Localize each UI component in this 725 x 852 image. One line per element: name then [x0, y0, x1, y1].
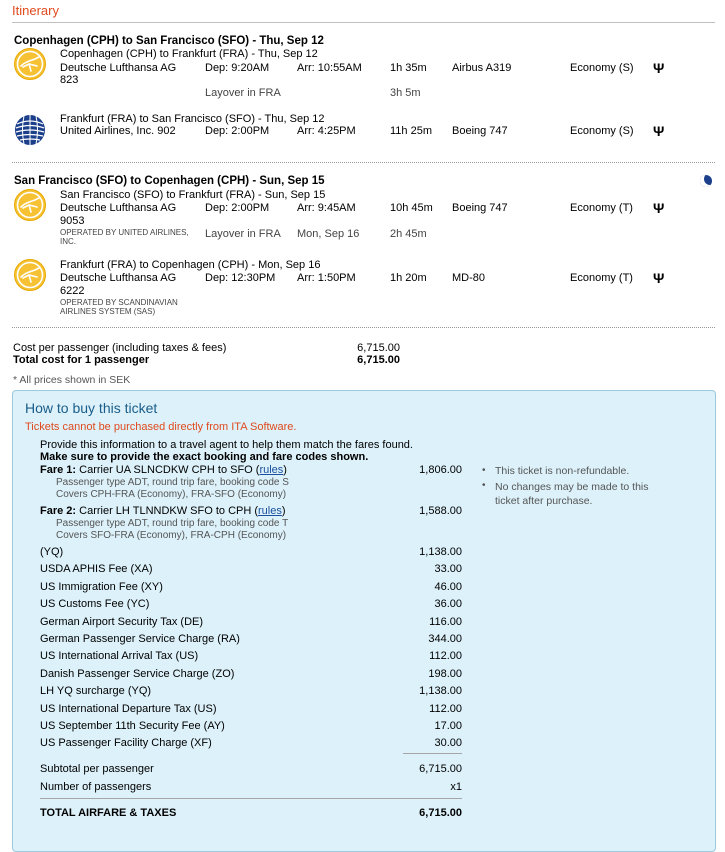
segment-cabin: Economy (S) — [570, 62, 634, 74]
passengers-value: x1 — [450, 781, 462, 793]
segment-duration: 1h 20m — [390, 272, 427, 284]
fee-name: US International Departure Tax (US) — [40, 703, 217, 715]
fee-amount: 112.00 — [429, 703, 462, 715]
segment-flight-number: 823 — [60, 74, 79, 86]
no-changes-note: No changes may be made to this ticket after purchase. — [495, 481, 649, 507]
agent-instructions-bold: Make sure to provide the exact booking and fare codes shown. — [40, 451, 369, 463]
segment-duration: 1h 35m — [390, 62, 427, 74]
fee-name: US September 11th Security Fee (AY) — [40, 720, 225, 732]
note-bullet: • — [482, 465, 486, 476]
lufthansa-logo-icon — [13, 258, 47, 292]
operated-by-text: OPERATED BY UNITED AIRLINES, INC. — [60, 228, 189, 246]
currency-note: * All prices shown in SEK — [13, 374, 131, 386]
total-airfare-value: 6,715.00 — [419, 807, 462, 819]
fee-name: German Airport Security Tax (DE) — [40, 616, 204, 628]
fare-label: Fare 2: — [40, 505, 77, 517]
segment-route: San Francisco (SFO) to Frankfurt (FRA) - Sun, Sep 15 — [60, 189, 326, 201]
segment-cabin: Economy (T) — [570, 272, 633, 284]
meal-icon: Ψ — [653, 123, 665, 139]
note-bullet: • — [482, 480, 486, 491]
fare-amount: 1,806.00 — [419, 464, 462, 476]
subtotal-divider — [403, 753, 462, 754]
segment-departure: Dep: 2:00PM — [205, 202, 270, 214]
lufthansa-logo-icon — [13, 47, 47, 81]
fee-name: LH YQ surcharge (YQ) — [40, 685, 152, 697]
fare-label: Fare 1: — [40, 464, 77, 476]
fare-rules-link[interactable]: rules — [258, 505, 282, 517]
fee-amount: 17.00 — [434, 720, 462, 732]
subtotal-value: 6,715.00 — [419, 763, 462, 775]
trip-title: Copenhagen (CPH) to San Francisco (SFO) - Thu, Sep 12 — [14, 35, 324, 47]
fee-name: US Passenger Facility Charge (XF) — [40, 737, 212, 749]
cost-per-passenger-label: Cost per passenger (including taxes & fees) — [13, 342, 227, 354]
segment-arrival: Arr: 4:25PM — [297, 125, 356, 137]
purchase-warning: Tickets cannot be purchased directly from ITA Software. — [25, 421, 297, 433]
fee-amount: 116.00 — [429, 616, 462, 628]
fare-detail: Passenger type ADT, round trip fare, booking code T — [56, 518, 289, 529]
fare-line — [40, 464, 287, 476]
meal-icon: Ψ — [653, 200, 665, 216]
segment-route: Frankfurt (FRA) to Copenhagen (CPH) - Mon, Sep 16 — [60, 259, 321, 271]
fare-paren-close: ) — [283, 464, 287, 476]
fee-amount: 344.00 — [428, 633, 462, 645]
passengers-label: Number of passengers — [40, 781, 152, 793]
segment-cabin: Economy (S) — [570, 125, 634, 137]
segment-departure: Dep: 12:30PM — [205, 272, 276, 284]
operated-by-text: OPERATED BY SCANDINAVIAN AIRLINES SYSTEM (SAS) — [60, 298, 178, 316]
fee-name: German Passenger Service Charge (RA) — [40, 633, 240, 645]
fee-amount: 36.00 — [434, 598, 462, 610]
meal-icon: Ψ — [653, 60, 665, 76]
layover-text: Layover in FRA — [205, 87, 281, 99]
segment-arrival: Arr: 10:55AM — [297, 62, 362, 74]
fee-name: US International Arrival Tax (US) — [40, 650, 199, 662]
subtotal-label: Subtotal per passenger — [40, 763, 154, 775]
fare-amount: 1,588.00 — [419, 505, 462, 517]
fee-amount: 112.00 — [429, 650, 462, 662]
fee-amount: 198.00 — [428, 668, 462, 680]
segment-carrier: Deutsche Lufthansa AG — [60, 202, 177, 214]
total-divider — [40, 798, 462, 799]
layover-text: Layover in FRA — [205, 228, 281, 240]
fare-coverage: Covers CPH-FRA (Economy), FRA-SFO (Economy) — [56, 489, 287, 500]
segment-cabin: Economy (T) — [570, 202, 633, 214]
layover-duration: 3h 5m — [390, 87, 421, 99]
total-cost-value: 6,715.00 — [357, 354, 400, 366]
segment-flight-number: 6222 — [60, 285, 85, 297]
segment-aircraft: Boeing 747 — [452, 125, 508, 137]
fare-rules-link[interactable]: rules — [259, 464, 284, 476]
segment-duration: 10h 45m — [390, 202, 433, 214]
fare-detail: Passenger type ADT, round trip fare, booking code S — [56, 477, 289, 488]
fee-name: Danish Passenger Service Charge (ZO) — [40, 668, 235, 680]
fee-name: US Customs Fee (YC) — [40, 598, 150, 610]
segment-duration: 11h 25m — [390, 125, 432, 137]
fee-amount: 33.00 — [434, 563, 462, 575]
segment-route: Frankfurt (FRA) to San Francisco (SFO) - Thu, Sep 12 — [60, 113, 325, 125]
segment-route: Copenhagen (CPH) to Frankfurt (FRA) - Thu, Sep 12 — [60, 48, 318, 60]
fee-amount: 46.00 — [434, 581, 462, 593]
segment-aircraft: Boeing 747 — [452, 202, 508, 214]
fare-coverage: Covers SFO-FRA (Economy), FRA-CPH (Economy) — [56, 530, 287, 541]
segment-arrival: Arr: 9:45AM — [297, 202, 356, 214]
fee-name: USDA APHIS Fee (XA) — [40, 563, 153, 575]
fee-amount: 30.00 — [434, 737, 462, 749]
how-to-buy-title: How to buy this ticket — [25, 400, 158, 416]
non-refundable-note: This ticket is non-refundable. — [495, 465, 630, 477]
layover-date: Mon, Sep 16 — [297, 228, 360, 240]
layover-duration: 2h 45m — [390, 228, 427, 240]
segment-flight-number: 9053 — [60, 215, 85, 227]
fee-amount: 1,138.00 — [419, 685, 462, 697]
total-airfare-label: TOTAL AIRFARE & TAXES — [40, 807, 177, 819]
meal-icon: Ψ — [653, 270, 665, 286]
segment-aircraft: Airbus A319 — [452, 62, 512, 74]
fare-description: Carrier LH TLNNDKW SFO to CPH ( — [79, 505, 259, 517]
fare-paren-close: ) — [281, 505, 286, 517]
fare-description: Carrier UA SLNCDKW CPH to SFO ( — [79, 464, 260, 476]
united-logo-icon — [13, 113, 47, 147]
header-divider — [12, 22, 715, 23]
fare-line — [40, 505, 286, 517]
segment-departure: Dep: 2:00PM — [205, 125, 270, 137]
segment-arrival: Arr: 1:50PM — [297, 272, 356, 284]
cost-per-passenger-value: 6,715.00 — [357, 342, 400, 354]
segment-carrier: Deutsche Lufthansa AG — [60, 272, 177, 284]
fee-name: US Immigration Fee (XY) — [40, 581, 163, 593]
segment-carrier: Deutsche Lufthansa AG — [60, 62, 177, 74]
agent-instructions: Provide this information to a travel agent to help them match the fares found. — [40, 439, 413, 451]
segment-carrier: United Airlines, Inc. 902 — [60, 125, 176, 137]
trip-title: San Francisco (SFO) to Copenhagen (CPH) - Sun, Sep 15 — [14, 175, 325, 187]
trip-divider — [12, 162, 715, 163]
fee-name: (YQ) — [40, 546, 64, 558]
overnight-moon-icon — [700, 175, 712, 187]
total-cost-label: Total cost for 1 passenger — [13, 354, 150, 366]
fee-amount: 1,138.00 — [419, 546, 462, 558]
segment-departure: Dep: 9:20AM — [205, 62, 270, 74]
segment-aircraft: MD-80 — [452, 272, 486, 284]
lufthansa-logo-icon — [13, 188, 47, 222]
trip-divider — [12, 327, 715, 328]
itinerary-heading: Itinerary — [12, 3, 59, 18]
